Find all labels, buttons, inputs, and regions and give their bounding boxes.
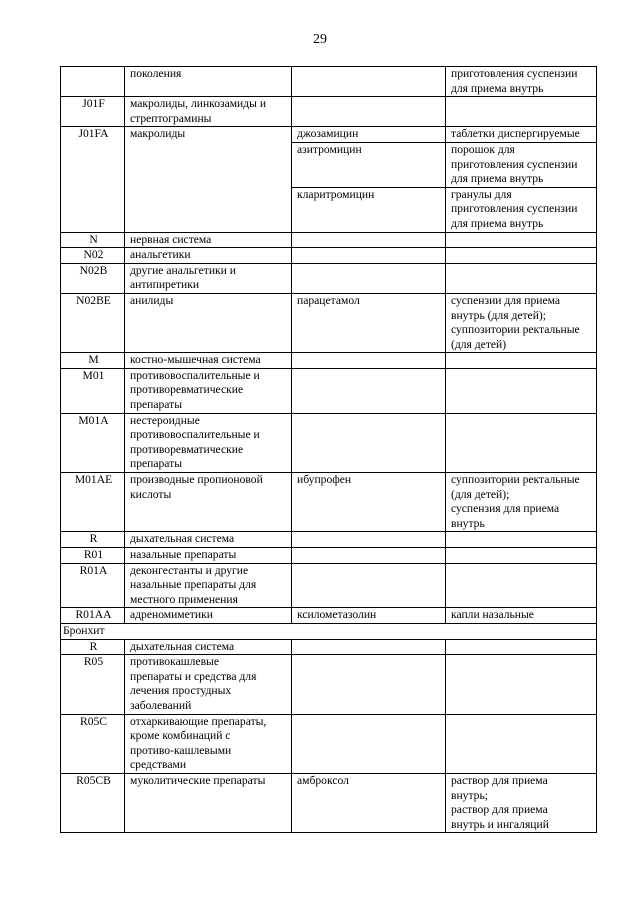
cell-line: кроме комбинаций с <box>130 729 231 743</box>
dosage-form-cell <box>446 563 597 608</box>
page-number: 29 <box>313 32 327 47</box>
drug-name-cell <box>292 714 446 773</box>
cell-line: препараты <box>130 398 182 412</box>
group-name-cell <box>125 293 292 352</box>
drug-name-cell <box>292 655 446 714</box>
cell-line: N02B <box>79 263 108 277</box>
group-name-cell <box>125 655 292 714</box>
drug-name-cell <box>292 263 446 293</box>
cell-line: адреномиметики <box>130 608 213 622</box>
cell-line: заболеваний <box>130 698 192 712</box>
drug-name-cell <box>292 232 446 248</box>
cell-line: муколитические препараты <box>130 773 266 787</box>
group-name-cell <box>125 714 292 773</box>
cell-line: раствор для приема <box>451 773 548 787</box>
cell-line: суппозитории ректальные <box>451 473 580 487</box>
drug-name-cell <box>292 187 446 232</box>
table-row <box>61 563 597 608</box>
cell-line: таблетки диспергируемые <box>451 127 580 141</box>
table-row <box>61 293 597 352</box>
atc-code-cell <box>61 639 125 655</box>
group-name-cell <box>125 248 292 264</box>
table-row <box>61 368 597 413</box>
drug-name-cell <box>292 127 446 143</box>
cell-line: R01A <box>79 563 108 577</box>
cell-line: для приема внутрь <box>451 216 544 230</box>
dosage-form-cell <box>446 187 597 232</box>
cell-line: M01 <box>82 368 105 382</box>
dosage-form-cell <box>446 368 597 413</box>
cell-line: кислоты <box>130 487 172 501</box>
atc-code-cell <box>61 473 125 532</box>
cell-line: N <box>89 232 98 246</box>
cell-line: суспензия для приема <box>451 502 560 516</box>
dosage-form-cell <box>446 639 597 655</box>
cell-line: M01A <box>78 413 109 427</box>
table-row <box>61 248 597 264</box>
dosage-form-cell <box>446 67 597 97</box>
cell-line: гранулы для <box>451 187 512 201</box>
cell-line: M <box>88 353 99 367</box>
group-name-cell <box>125 473 292 532</box>
cell-line: назальные препараты <box>130 548 237 561</box>
cell-line: приготовления суспензии <box>451 202 578 216</box>
cell-line: R05 <box>83 655 104 669</box>
cell-line: костно-мышечная система <box>130 353 261 367</box>
table-row <box>61 353 597 369</box>
group-name-cell <box>125 413 292 472</box>
group-name-cell <box>125 368 292 413</box>
group-name-cell <box>125 232 292 248</box>
cell-line: дыхательная система <box>130 639 235 653</box>
atc-code-cell <box>61 714 125 773</box>
drug-name-cell <box>292 293 446 352</box>
drug-name-cell <box>292 368 446 413</box>
atc-code-cell <box>61 368 125 413</box>
table-row <box>61 655 597 714</box>
cell-line: R05C <box>79 714 108 728</box>
cell-line: ибупрофен <box>297 473 352 487</box>
group-name-cell <box>125 639 292 655</box>
cell-line: N02BE <box>76 293 111 307</box>
dosage-form-cell <box>446 248 597 264</box>
cell-line: анальгетики <box>130 248 191 262</box>
cell-line: противовоспалительные и <box>130 368 260 382</box>
cell-line: ксилометазолин <box>297 608 377 622</box>
cell-line: N02 <box>83 248 104 262</box>
atc-code-cell <box>61 97 125 127</box>
cell-line: внутрь; <box>451 788 488 802</box>
cell-line: амброксол <box>297 773 349 787</box>
cell-line: деконгестанты и другие <box>130 563 249 577</box>
atc-code-cell <box>61 353 125 369</box>
cell-line: нестероидные <box>130 413 200 427</box>
cell-line: для приема внутрь <box>451 81 544 95</box>
cell-line: анилиды <box>130 293 174 307</box>
cell-line: R01AA <box>75 608 112 622</box>
atc-code-cell <box>61 263 125 293</box>
cell-line: R01 <box>83 548 104 561</box>
cell-line: макролиды, линкозамиды и <box>130 97 267 111</box>
group-name-cell <box>125 548 292 564</box>
cell-line: дыхательная система <box>130 532 235 546</box>
cell-line: азитромицин <box>297 142 362 156</box>
table-row <box>61 232 597 248</box>
cell-line: отхаркивающие препараты, <box>130 714 267 728</box>
cell-line: назальные препараты для <box>130 578 257 592</box>
cell-line: для приема внутрь <box>451 172 544 186</box>
group-name-cell <box>125 127 292 232</box>
drug-name-cell <box>292 532 446 548</box>
dosage-form-cell <box>446 773 597 832</box>
table-row <box>61 623 597 639</box>
table-row <box>61 714 597 773</box>
atc-code-cell <box>61 67 125 97</box>
cell-line: нервная система <box>130 232 212 246</box>
group-name-cell <box>125 353 292 369</box>
group-name-cell <box>125 97 292 127</box>
drug-name-cell <box>292 548 446 564</box>
cell-line: R05CB <box>76 773 111 787</box>
drug-name-cell <box>292 563 446 608</box>
table-row <box>61 532 597 548</box>
group-name-cell <box>125 532 292 548</box>
drug-name-cell <box>292 67 446 97</box>
atc-code-cell <box>61 293 125 352</box>
drug-name-cell <box>292 97 446 127</box>
cell-line: поколения <box>130 67 182 80</box>
drug-name-cell <box>292 248 446 264</box>
drug-name-cell <box>292 142 446 187</box>
dosage-form-cell <box>446 232 597 248</box>
group-name-cell <box>125 263 292 293</box>
atc-code-cell <box>61 532 125 548</box>
cell-line: производные пропионовой <box>130 473 263 487</box>
section-heading: Бронхит <box>61 623 597 639</box>
cell-line: макролиды <box>130 127 186 141</box>
drug-name-cell <box>292 639 446 655</box>
table-row <box>61 67 597 97</box>
table-body <box>61 67 597 833</box>
table-row <box>61 263 597 293</box>
cell-line: (для детей); <box>451 487 510 501</box>
cell-line: суппозитории ректальные <box>451 323 580 337</box>
cell-line: раствор для приема <box>451 803 548 817</box>
dosage-form-cell <box>446 473 597 532</box>
drug-name-cell <box>292 353 446 369</box>
atc-code-cell <box>61 127 125 232</box>
cell-line: парацетамол <box>297 293 360 307</box>
cell-line: M01AE <box>74 473 113 487</box>
atc-code-cell <box>61 232 125 248</box>
cell-line: стрептограмины <box>130 111 212 125</box>
cell-line: R <box>89 532 98 546</box>
cell-line: препараты и средства для <box>130 669 257 683</box>
dosage-form-cell <box>446 655 597 714</box>
cell-line: джозамицин <box>297 127 359 141</box>
table-row <box>61 608 597 624</box>
cell-line: внутрь <box>451 516 485 530</box>
atc-code-cell <box>61 413 125 472</box>
cell-line: противо-кашлевыми <box>130 743 232 757</box>
table-row <box>61 639 597 655</box>
drug-name-cell <box>292 608 446 624</box>
atc-code-cell <box>61 655 125 714</box>
cell-line: суспензии для приема <box>451 293 561 307</box>
atc-code-cell <box>61 608 125 624</box>
group-name-cell <box>125 608 292 624</box>
table-row <box>61 473 597 532</box>
cell-line: противовоспалительные и <box>130 428 260 442</box>
dosage-form-cell <box>446 127 597 143</box>
atc-code-cell <box>61 548 125 564</box>
drug-name-cell <box>292 773 446 832</box>
cell-line: приготовления суспензии <box>451 67 578 80</box>
atc-code-cell <box>61 563 125 608</box>
table-row <box>61 413 597 472</box>
cell-line: (для детей) <box>451 337 507 351</box>
cell-line: капли назальные <box>451 608 534 622</box>
dosage-form-cell <box>446 142 597 187</box>
cell-line: внутрь и ингаляций <box>451 817 549 831</box>
drug-name-cell <box>292 413 446 472</box>
drug-name-cell <box>292 473 446 532</box>
cell-line: лечения простудных <box>130 684 232 698</box>
cell-line: препараты <box>130 457 182 471</box>
dosage-form-cell <box>446 353 597 369</box>
cell-line: R <box>89 639 98 653</box>
cell-line: J01FA <box>78 127 109 141</box>
atc-code-cell <box>61 773 125 832</box>
cell-line: внутрь (для детей); <box>451 308 546 322</box>
dosage-form-cell <box>446 263 597 293</box>
cell-line: порошок для <box>451 142 515 156</box>
dosage-form-cell <box>446 548 597 564</box>
atc-code-cell <box>61 248 125 264</box>
table-row <box>61 97 597 127</box>
cell-line: антипиретики <box>130 278 200 292</box>
cell-line: противоревматические <box>130 383 244 397</box>
cell-line: средствами <box>130 758 187 772</box>
table-row <box>61 127 597 143</box>
dosage-form-cell <box>446 608 597 624</box>
table-row <box>61 773 597 832</box>
cell-line: кларитромицин <box>297 187 375 201</box>
dosage-form-cell <box>446 532 597 548</box>
dosage-form-cell <box>446 97 597 127</box>
cell-line: противоревматические <box>130 442 244 456</box>
cell-line: местного применения <box>130 592 238 606</box>
medication-table <box>60 66 597 833</box>
cell-line: противокашлевые <box>130 655 219 669</box>
cell-line: приготовления суспензии <box>451 157 578 171</box>
group-name-cell <box>125 563 292 608</box>
dosage-form-cell <box>446 714 597 773</box>
cell-line: J01F <box>82 97 105 111</box>
table-row <box>61 548 597 564</box>
group-name-cell <box>125 67 292 97</box>
dosage-form-cell <box>446 413 597 472</box>
dosage-form-cell <box>446 293 597 352</box>
group-name-cell <box>125 773 292 832</box>
cell-line: другие анальгетики и <box>130 263 236 277</box>
